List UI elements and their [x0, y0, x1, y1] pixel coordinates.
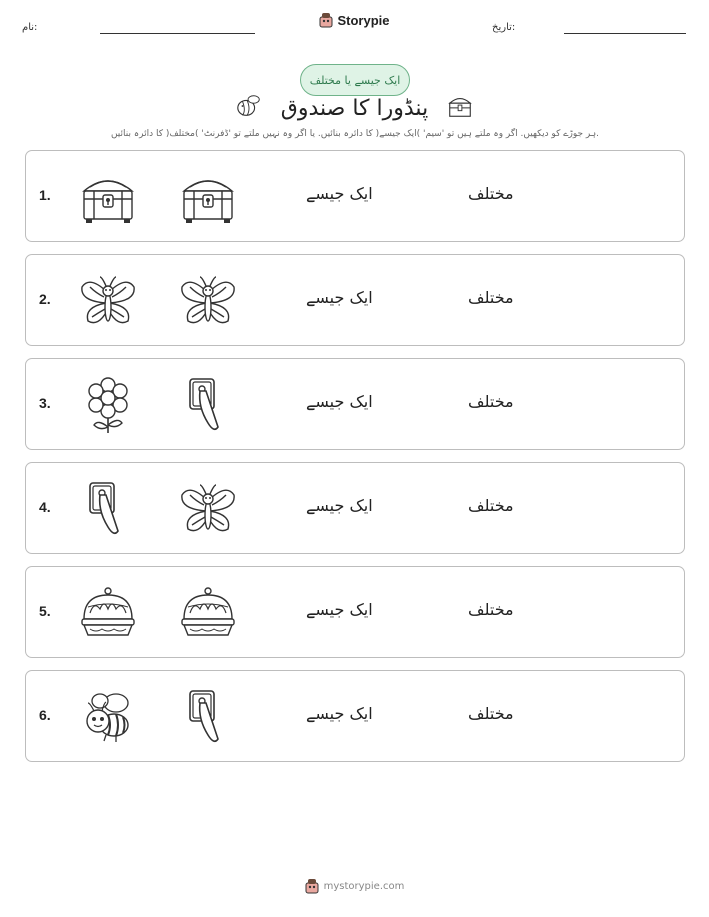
name-label: نام:: [22, 22, 38, 33]
door-handle-icon: [178, 687, 238, 747]
option-different[interactable]: مختلف: [468, 392, 514, 411]
date-line: [564, 33, 686, 34]
ornate-box-icon: [78, 583, 138, 643]
page-title: پنڈورا کا صندوق: [280, 95, 429, 121]
butterfly-icon: [178, 271, 238, 331]
instructions: ہر جوڑے کو دیکھیں. اگر وہ ملتے ہیں تو 'سیم' )ایک جیسے( کا دائرہ بنائیں. یا اگر وہ نہیں ملتے تو 'ڈفرنٹ' )مختلف( کا دائرہ بنائیں.: [110, 129, 600, 139]
option-same[interactable]: ایک جیسے: [306, 496, 373, 515]
treasure-chest-icon: [446, 92, 474, 124]
option-different[interactable]: مختلف: [468, 704, 514, 723]
worksheet-tag: ایک جیسے یا مختلف: [300, 64, 410, 96]
question-row-2: [25, 254, 685, 346]
treasure-chest-icon: [178, 167, 238, 227]
question-number: 3.: [39, 395, 51, 411]
option-different[interactable]: مختلف: [468, 496, 514, 515]
title-row: [0, 88, 709, 128]
question-number: 6.: [39, 707, 51, 723]
question-number: 1.: [39, 187, 51, 203]
question-number: 2.: [39, 291, 51, 307]
footer: [0, 878, 709, 894]
brand-name: Storypie: [337, 12, 390, 28]
bee-icon: [78, 687, 138, 747]
butterfly-icon: [178, 479, 238, 539]
flower-icon: [78, 375, 138, 435]
brand: [0, 12, 709, 28]
option-same[interactable]: ایک جیسے: [306, 184, 373, 203]
door-handle-icon: [78, 479, 138, 539]
treasure-chest-icon: [78, 167, 138, 227]
question-row-5: [25, 566, 685, 658]
option-different[interactable]: مختلف: [468, 600, 514, 619]
option-different[interactable]: مختلف: [468, 288, 514, 307]
bee-icon: [235, 92, 263, 124]
name-line: [100, 33, 255, 34]
question-row-4: [25, 462, 685, 554]
storypie-logo-icon: [305, 878, 319, 894]
butterfly-icon: [78, 271, 138, 331]
question-row-6: [25, 670, 685, 762]
footer-url[interactable]: mystorypie.com: [323, 880, 405, 892]
door-handle-icon: [178, 375, 238, 435]
option-same[interactable]: ایک جیسے: [306, 600, 373, 619]
option-same[interactable]: ایک جیسے: [306, 704, 373, 723]
question-number: 5.: [39, 603, 51, 619]
question-row-3: [25, 358, 685, 450]
option-different[interactable]: مختلف: [468, 184, 514, 203]
question-row-1: [25, 150, 685, 242]
option-same[interactable]: ایک جیسے: [306, 392, 373, 411]
option-same[interactable]: ایک جیسے: [306, 288, 373, 307]
date-label: تاریخ:: [492, 22, 516, 33]
question-number: 4.: [39, 499, 51, 515]
storypie-logo-icon: [319, 12, 333, 28]
ornate-box-icon: [178, 583, 238, 643]
